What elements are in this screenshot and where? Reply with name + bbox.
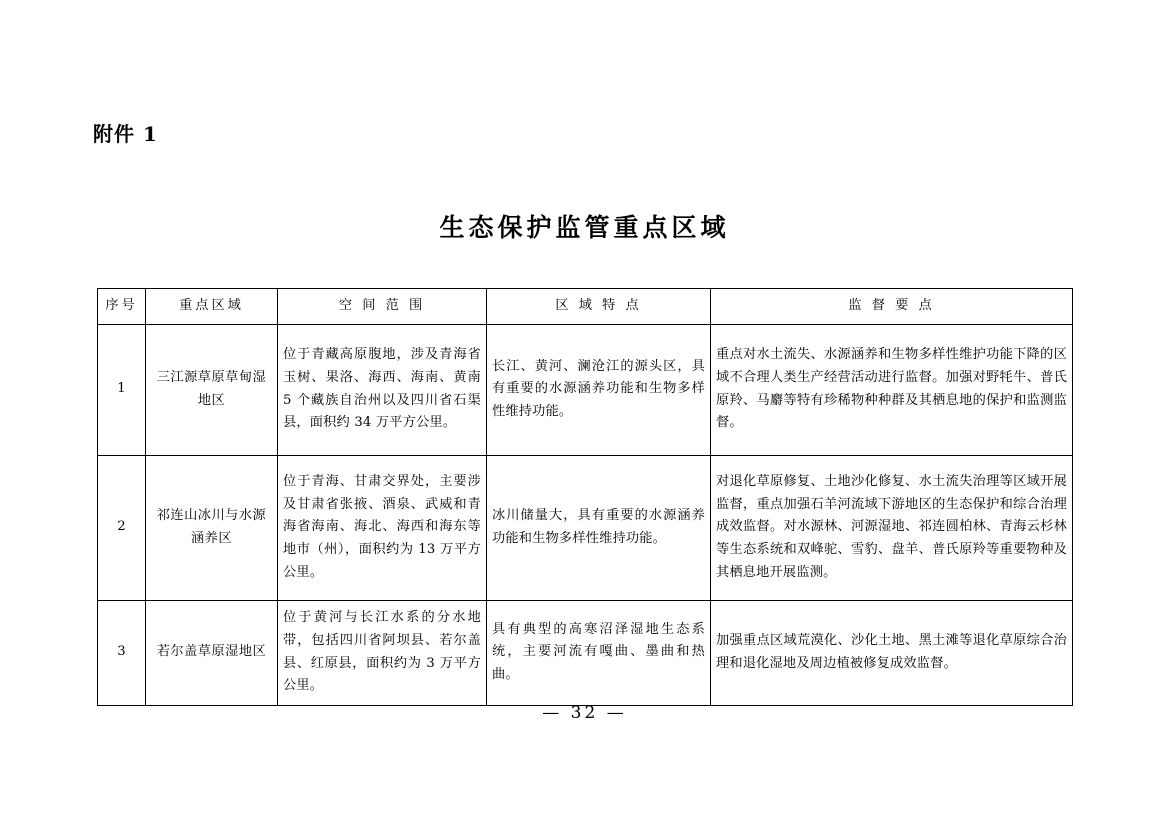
cell-region: 三江源草原草甸湿地区 bbox=[146, 324, 278, 455]
cell-num: 1 bbox=[98, 324, 146, 455]
cell-supervision: 重点对水土流失、水源涵养和生物多样性维护功能下降的区域不合理人类生产经营活动进行监督。加强对野牦牛、普氏原羚、马麝等特有珍稀物种种群及其栖息地的保护和监测监督。 bbox=[711, 324, 1073, 455]
column-header-supervision: 监 督 要 点 bbox=[711, 289, 1073, 325]
key-regions-table bbox=[97, 288, 1073, 706]
cell-feature: 具有典型的高寒沼泽湿地生态系统，主要河流有嘎曲、墨曲和热曲。 bbox=[487, 600, 711, 705]
cell-feature: 冰川储量大，具有重要的水源涵养功能和生物多样性维持功能。 bbox=[487, 455, 711, 600]
cell-num: 3 bbox=[98, 600, 146, 705]
column-header-space: 空 间 范 围 bbox=[278, 289, 487, 325]
page-number: — 32 — bbox=[542, 703, 627, 723]
attachment-label: 附件 1 bbox=[93, 122, 158, 146]
cell-region: 祁连山冰川与水源涵养区 bbox=[146, 455, 278, 600]
cell-space: 位于青海、甘肃交界处，主要涉及甘肃省张掖、酒泉、武威和青海省海南、海北、海西和海东等地市（州），面积约为 13 万平方公里。 bbox=[278, 455, 487, 600]
cell-supervision: 加强重点区域荒漠化、沙化土地、黑土滩等退化草原综合治理和退化湿地及周边植被修复成效监督。 bbox=[711, 600, 1073, 705]
column-header-region: 重点区域 bbox=[146, 289, 278, 325]
table-row bbox=[98, 600, 1073, 705]
cell-space: 位于黄河与长江水系的分水地带，包括四川省阿坝县、若尔盖县、红原县，面积约为 3 万平方公里。 bbox=[278, 600, 487, 705]
table-row bbox=[98, 324, 1073, 455]
cell-space: 位于青藏高原腹地，涉及青海省玉树、果洛、海西、海南、黄南 5 个藏族自治州以及四川省石渠县，面积约 34 万平方公里。 bbox=[278, 324, 487, 455]
cell-num: 2 bbox=[98, 455, 146, 600]
table-header-row bbox=[98, 289, 1073, 325]
cell-region: 若尔盖草原湿地区 bbox=[146, 600, 278, 705]
column-header-feature: 区 域 特 点 bbox=[487, 289, 711, 325]
cell-supervision: 对退化草原修复、土地沙化修复、水土流失治理等区域开展监督，重点加强石羊河流域下游地区的生态保护和综合治理成效监督。对水源林、河源湿地、祁连圆柏林、青海云杉林等生态系统和双峰驼、雪豹、盘羊、普氏原羚等重要物种及其栖息地开展监测。 bbox=[711, 455, 1073, 600]
table-row bbox=[98, 455, 1073, 600]
column-header-num: 序号 bbox=[98, 289, 146, 325]
cell-feature: 长江、黄河、澜沧江的源头区，具有重要的水源涵养功能和生物多样性维持功能。 bbox=[487, 324, 711, 455]
page-title: 生态保护监管重点区域 bbox=[439, 213, 730, 242]
